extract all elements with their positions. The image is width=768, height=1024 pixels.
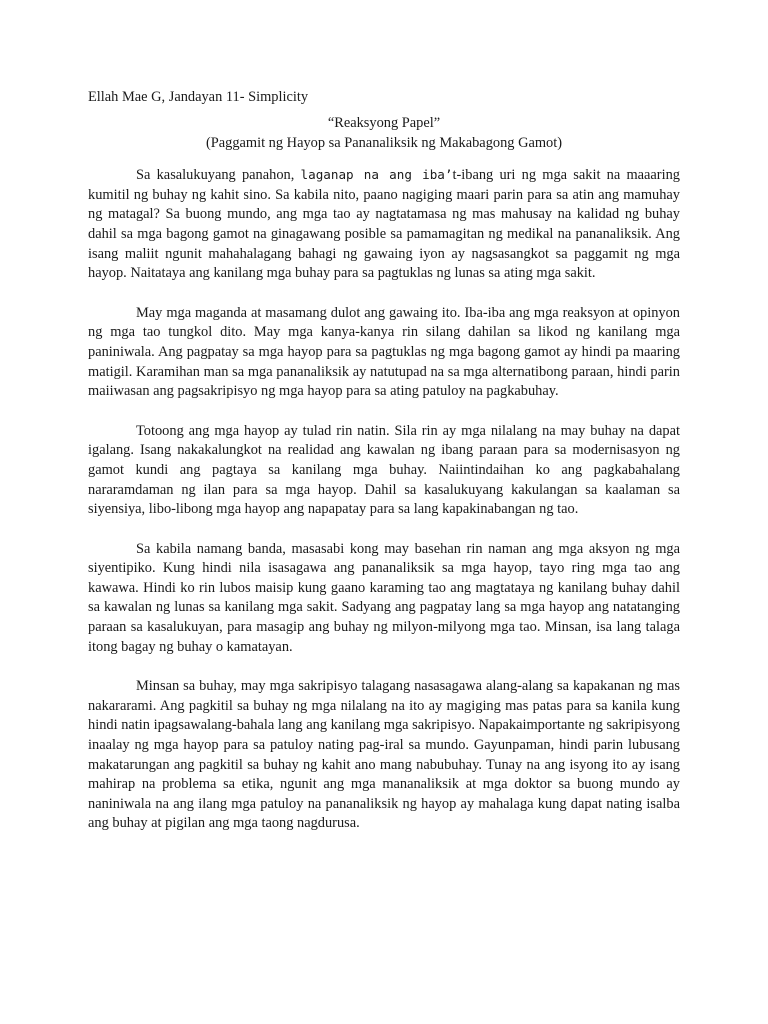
document-page xyxy=(88,88,680,854)
paragraph-1-lead: Sa kasalukuyang panahon, xyxy=(136,167,301,184)
title-block xyxy=(88,114,680,153)
paragraph-4: Sa kabila namang banda, masasabi kong may basehan rin naman ang mga aksyon ng mga siyentipiko. Kung hindi nila isasagawa ang pananaliksik sa mga hayop, tayo ring mga tao ang kawawa. Hindi ko rin lubos maisip kung gaano karaming tao ang magtataya ng kanilang buhay dahil sa kawalan ng lunas sa kanilang mga sakit. Sadyang ang pagpatay lang sa mga hayop ang natatanging paraan sa kasalukuyan, para masagip ang buhay ng milyon-milyong mga tao. Minsan, isa lang talaga itong bagay ng buhay o kamatayan. xyxy=(88,540,680,655)
paragraph-2: May mga maganda at masamang dulot ang gawaing ito. Iba-iba ang mga reaksyon at opinyon ng mga tao tungkol dito. May mga kanya-kanya rin silang dahilan sa likod ng kanilang mga paniniwala. Ang pagpatay sa mga hayop para sa pagtuklas ng mga bagong gamot ay hindi pa maaring matigil. Karamihan man sa mga pananaliksik ay natutupad na sa mga alternatibong paraan, hindi parin maiiwasan ang pagsakripisyo ng mga hayop para sa ating patuloy na pagkabuhay. xyxy=(88,304,680,400)
document-title: “Reaksyong Papel” xyxy=(327,115,441,131)
paragraph-1-rest: t-ibang uri ng mga sakit na maaaring kumitil ng buhay ng kahit sino. Sa kabila nito, paano nagiging maari parin para sa atin ang mamuhay ng matagal? Sa buong mundo, ang mga tao ay nagtatamasa ng mas mahusay na kalidad ng buhay dahil sa mga bagong gamot na ginagawang posible sa pamamagitan ng medikal na pananaliksik. Ang isang maliit ngunit mahahalagang bahagi ng gawaing iyon ay nagsasangkot sa paggamit ng mga hayop. Naitataya ang kanilang mga buhay para sa pagtuklas ng lunas sa ating mga sakit. xyxy=(88,167,680,282)
paragraph-5: Minsan sa buhay, may mga sakripisyo talagang nasasagawa alang-alang sa kapakanan ng mas nakararami. Ang pagkitil sa buhay ng mga nilalang na ito ay magiging mas patas para sa kanila kung hindi natin ipagsawalang-bahala lang ang kanilang mga sakripisyo. Napakaimportante ng sakripisyong inaalay ng mga hayop para sa patuloy nating pag-iral sa mundo. Gayunpaman, hindi parin lubusang makatarungan ang pagkitil sa buhay ng kahit ano mang nabubuhay. Tunay na ang isyong ito ay isang mahirap na problema sa etika, ngunit ang mga mananaliksik at mga doktor sa buong mundo ay naniniwala na ang ilang mga patuloy na pananaliksik ng hayop ay mahalaga kung dapat nating isalba ang buhay at pigilan ang mga taong nagdurusa. xyxy=(88,678,680,832)
paragraph-3: Totoong ang mga hayop ay tulad rin natin. Sila rin ay mga nilalang na may buhay na dapat igalang. Isang nakakalungkot na realidad ang kawalan ng ibang paraan para sa modernisasyon ng gamot kundi ang pagtaya sa kanilang mga buhay. Naiintindaihan ko ang pagkabahalang nararamdaman ng ilan para sa mga hayop. Dahil sa kasalukuyang kakulangan sa kaalaman sa siyensiya, libo-libong mga hayop ang napapatay para sa lang kapakinabangan ng tao. xyxy=(88,422,680,518)
author-line: Ellah Mae G, Jandayan 11- Simplicity xyxy=(88,89,309,105)
paragraph-1 xyxy=(88,165,680,284)
document-subtitle: (Paggamit ng Hayop sa Pananaliksik ng Makabagong Gamot) xyxy=(205,134,563,151)
paragraph-1-mono-fragment: laganap na ang iba’ xyxy=(300,167,453,183)
